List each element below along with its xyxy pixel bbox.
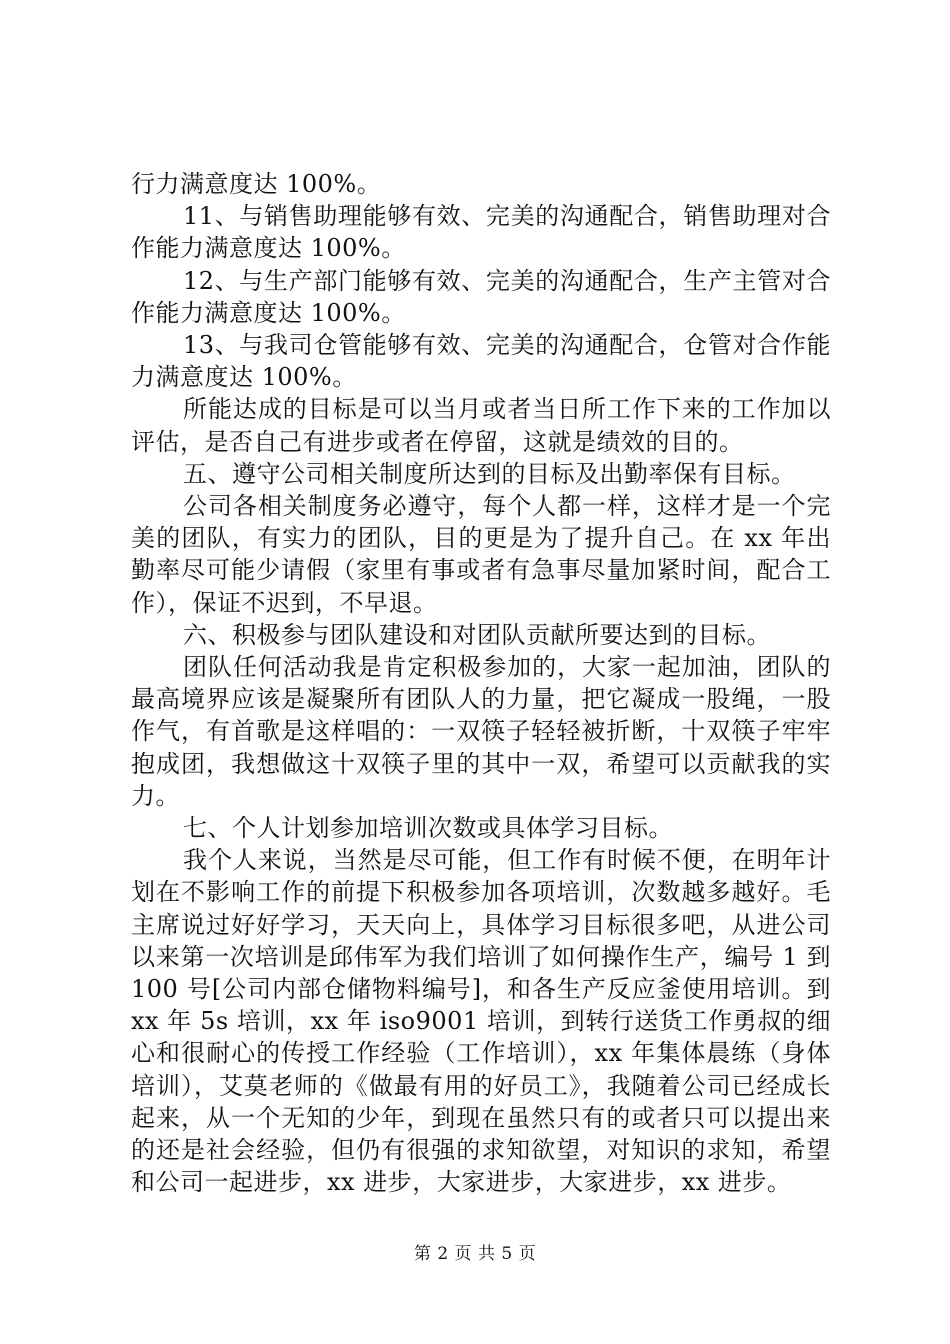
paragraph-item-13: 13、与我司仓管能够有效、完美的沟通配合，仓管对合作能力满意度达 100%。	[131, 331, 831, 392]
paragraph-attendance: 公司各相关制度务必遵守，每个人都一样，这样才是一个完美的团队，有实力的团队，目的更是为了提升自己。在 xx 年出勤率尽可能少请假（家里有事或者有急事尽量加紧时间，配合工作），保证不迟到，不早退。	[131, 492, 831, 617]
document-body	[131, 168, 831, 1199]
section-heading-7: 七、个人计划参加培训次数或具体学习目标。	[183, 814, 673, 843]
page-number-footer: 第 2 页 共 5 页	[413, 1244, 537, 1264]
paragraph-item-11: 11、与销售助理能够有效、完美的沟通配合，销售助理对合作能力满意度达 100%。	[131, 202, 831, 263]
paragraph-item-12: 12、与生产部门能够有效、完美的沟通配合，生产主管对合作能力满意度达 100%。	[131, 266, 831, 327]
paragraph-teamwork: 团队任何活动我是肯定积极参加的，大家一起加油，团队的最高境界应该是凝聚所有团队人的力量，把它凝成一股绳，一股作气，有首歌是这样唱的：一双筷子轻轻被折断，十双筷子牢牢抱成团，我想做这十双筷子里的其中一双，希望可以贡献我的实力。	[131, 653, 831, 810]
section-heading-6: 六、积极参与团队建设和对团队贡献所要达到的目标。	[183, 620, 771, 649]
section-heading-5: 五、遵守公司相关制度所达到的目标及出勤率保有目标。	[183, 459, 796, 488]
paragraph-training: 我个人来说，当然是尽可能，但工作有时候不便，在明年计划在不影响工作的前提下积极参加各项培训，次数越多越好。毛主席说过好好学习，天天向上，具体学习目标很多吧，从进公司以来第一次培训是邱伟军为我们培训了如何操作生产，编号 1 到 100 号[公司内部仓储物料编号]，和各生产反应釜使用培训。到 xx 年 5s 培训，xx 年 iso9001 培训，到转行送货工作勇叔的细心和很耐心的传授工作经验（工作培训），xx 年集体晨练（身体培训），艾莫老师的《做最有用的好员工》，我随着公司已经成长起来，从一个无知的少年，到现在虽然只有的或者只可以提出来的还是社会经验，但仍有很强的求知欲望，对知识的求知，希望和公司一起进步，xx 进步，大家进步，大家进步，xx 进步。	[131, 846, 831, 1197]
paragraph-performance-goal: 所能达成的目标是可以当月或者当日所工作下来的工作加以评估，是否自己有进步或者在停留，这就是绩效的目的。	[131, 395, 831, 456]
paragraph-continuation: 行力满意度达 100%。	[131, 170, 382, 198]
